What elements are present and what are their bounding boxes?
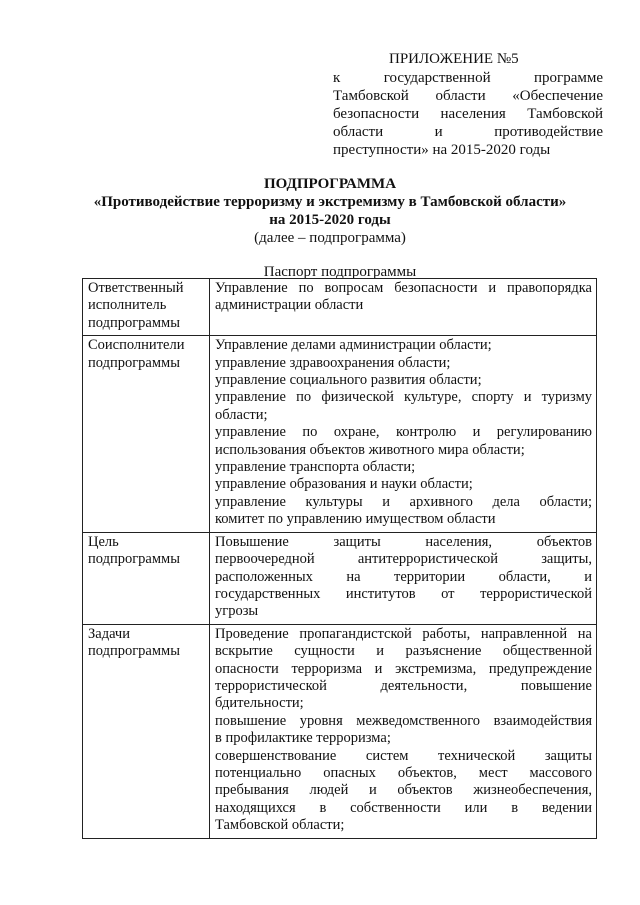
row-value-cell [210,279,597,336]
row-value-line: управление культуры и архивного дела области; [215,493,592,510]
row-value-cell [210,624,597,838]
row-value-line: управление транспорта области; [215,459,416,476]
row-value-cell [210,336,597,532]
row-label-line: Задачи [88,625,130,642]
appendix-line: Тамбовской области «Обеспечение [333,88,603,104]
row-value-line: области; [215,406,268,423]
row-label-cell [83,532,210,624]
row-value-line: использования объектов животного мира области; [215,441,525,458]
row-label-line: Ответственный [88,280,184,296]
row-value-line: пребывания людей и объектов жизнеобеспечения, [215,782,592,799]
row-value-line: террористической деятельности, повышение [215,677,592,694]
appendix-line: преступности» на 2015-2020 годы [333,142,551,158]
row-value-line: управление по охране, контролю и регулированию [215,424,592,441]
table-row [83,279,597,336]
row-value-line: управление социального развития области; [215,372,482,389]
row-label-line: Соисполнители [88,337,185,354]
row-value-line: потенциально опасных объектов, мест массового [215,764,592,781]
row-value-line: управление по физической культуре, спорту и туризму [215,389,592,406]
row-value-line: государственных институтов от террористической [215,585,592,602]
table-row [83,624,597,838]
row-value-line: вскрытие сущности и разъяснение общественной [215,643,592,660]
row-value-line: управление образования и науки области; [215,476,473,493]
row-value-line: повышение уровня межведомственного взаимодействия [215,712,592,729]
appendix-title: ПРИЛОЖЕНИЕ №5 [389,51,519,67]
passport-table [82,278,597,839]
row-label-line: подпрограммы [88,551,180,568]
row-value-line: расположенных на территории области, и [215,568,592,585]
row-value-line: комитет по управлению имуществом области [215,511,496,528]
row-label-line: подпрограммы [88,354,180,371]
subprogram-name: «Противодействие терроризму и экстремизму в Тамбовской области» [93,194,567,210]
appendix-line: безопасности населения Тамбовской [333,106,603,122]
row-value-line: бдительности; [215,695,304,712]
row-value-line: Повышение защиты населения, объектов [215,533,592,550]
row-value-line: управление здравоохранения области; [215,354,451,371]
row-value-line: находящихся в собственности или в ведении [215,799,592,816]
row-value-line: Управление делами администрации области; [215,337,492,354]
row-label-cell [83,624,210,838]
appendix-block [333,50,603,159]
appendix-line: к государственной программе [333,70,603,86]
row-value-line: Проведение пропагандистской работы, направленной на [215,625,592,642]
row-label-line: подпрограммы [88,643,180,660]
subprogram-note: (далее – подпрограмма) [254,230,406,246]
row-value-line: в профилактике терроризма; [215,730,391,747]
row-label-cell [83,279,210,336]
subprogram-period: на 2015-2020 годы [269,212,391,228]
row-label-line: исполнитель [88,297,167,314]
row-value-line: опасности терроризма и экстремизма, предупреждение [215,660,592,677]
row-value-line: совершенствование систем технической защиты [215,747,592,764]
row-value-line: Управление по вопросам безопасности и правопорядка [215,280,592,296]
row-value-cell [210,532,597,624]
row-value-line: первоочередной антитеррористической защиты, [215,551,592,568]
subprogram-heading [60,175,600,247]
row-value-line: Тамбовской области; [215,817,345,834]
appendix-line: области и противодействие [333,124,603,140]
passport-title: Паспорт подпрограммы [263,264,417,280]
row-value-line: угрозы [215,603,259,620]
row-value-line: администрации области [215,297,364,314]
row-label-line: подпрограммы [88,314,180,331]
row-label-cell [83,336,210,532]
subprogram-label: ПОДПРОГРАММА [263,176,397,192]
table-row [83,532,597,624]
row-label-line: Цель [88,533,119,550]
table-row [83,336,597,532]
